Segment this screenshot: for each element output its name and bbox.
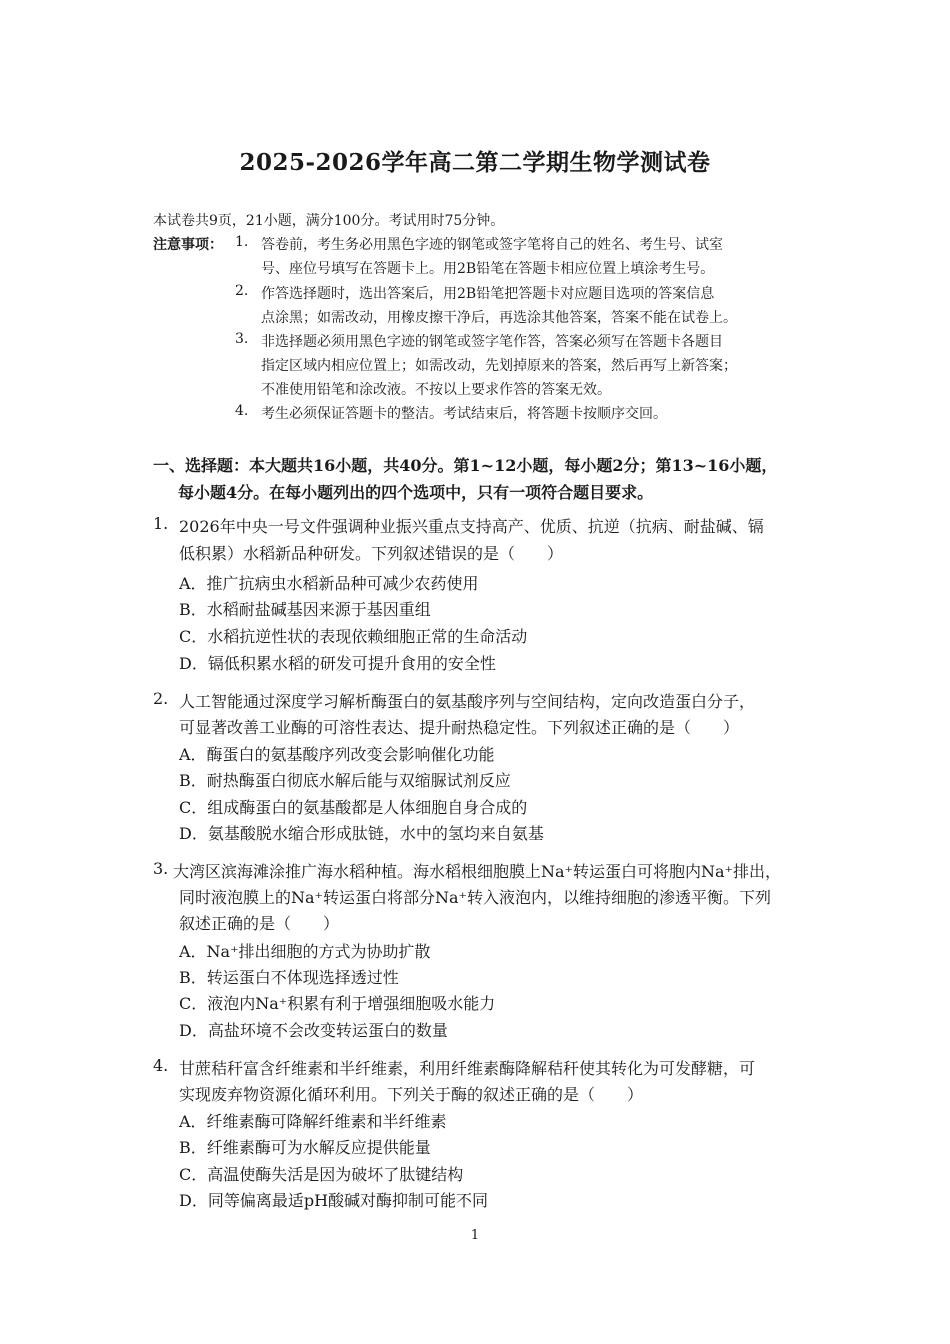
notice-item-num: 3. [235, 331, 249, 347]
page-number: 1 [470, 1228, 480, 1243]
notice-label: 注意事项： [153, 237, 223, 253]
question-stem-line: 人工智能通过深度学习解析酶蛋白的氨基酸序列与空间结构，定向改造蛋白分子， [179, 692, 756, 711]
notice-item-num: 4. [235, 403, 249, 419]
page-title: 2025-2026学年高二第二学期生物学测试卷 [239, 149, 711, 176]
notice-item-line: 不准使用铅笔和涂改液。不按以上要求作答的答案无效。 [261, 382, 611, 398]
answer-option: B．耐热酶蛋白彻底水解后能与双缩脲试剂反应 [179, 771, 511, 790]
answer-option: B．水稻耐盐碱基因来源于基因重组 [179, 600, 431, 619]
question-stem-line: 叙述正确的是（ ） [179, 914, 340, 933]
question-stem-line: 2026年中央一号文件强调种业振兴重点支持高产、优质、抗逆（抗病、耐盐碱、镉 [179, 517, 764, 536]
notice-item-line: 号、座位号填写在答题卡上。用2B铅笔在答题卡相应位置上填涂考生号。 [261, 261, 715, 277]
section-heading-line: 每小题4分。在每小题列出的四个选项中，只有一项符合题目要求。 [178, 483, 654, 502]
question-stem-line: 实现废弃物资源化循环利用。下列关于酶的叙述正确的是（ ） [179, 1085, 644, 1104]
question-number: 4. [153, 1056, 169, 1075]
answer-option: C．高温使酶失活是因为破坏了肽键结构 [179, 1165, 464, 1184]
notice-item-line: 非选择题必须用黑色字迹的钢笔或签字笔作答，答案必须写在答题卡各题目 [261, 334, 723, 350]
answer-option: D．镉低积累水稻的研发可提升食用的安全性 [179, 654, 496, 673]
notice-item-line: 答卷前，考生务必用黑色字迹的钢笔或签字笔将自己的姓名、考生号、试室 [261, 237, 723, 253]
answer-option: B．纤维素酶可为水解反应提供能量 [179, 1138, 431, 1157]
answer-option: A．推广抗病虫水稻新品种可减少农药使用 [179, 574, 479, 593]
question-stem-line: 低积累）水稻新品种研发。下列叙述错误的是（ ） [179, 544, 564, 563]
answer-option: D．同等偏离最适pH酸碱对酶抑制可能不同 [179, 1191, 489, 1210]
answer-option: C．液泡内Na⁺积累有利于增强细胞吸水能力 [179, 994, 496, 1013]
question-number: 3. [153, 859, 169, 878]
answer-option: C．组成酶蛋白的氨基酸都是人体细胞自身合成的 [179, 798, 528, 817]
notice-item-line: 考生必须保证答题卡的整洁。考试结束后，将答题卡按顺序交回。 [261, 406, 667, 422]
notice-item-line: 指定区域内相应位置上；如需改动，先划掉原来的答案，然后再写上新答案； [261, 358, 737, 374]
answer-option: C．水稻抗逆性状的表现依赖细胞正常的生命活动 [179, 627, 528, 646]
answer-option: D．氨基酸脱水缩合形成肽链，水中的氢均来自氨基 [179, 824, 544, 843]
question-stem-line: 同时液泡膜上的Na⁺转运蛋白将部分Na⁺转入液泡内，以维持细胞的渗透平衡。下列 [179, 888, 771, 907]
answer-option: D．高盐环境不会改变转运蛋白的数量 [179, 1021, 448, 1040]
notice-item-num: 1. [235, 234, 249, 250]
notice-item-line: 作答选择题时，选出答案后，用2B铅笔把答题卡对应题目选项的答案信息 [261, 286, 715, 302]
section-heading-line: 一、选择题：本大题共16小题，共40分。第1~12小题，每小题2分；第13~16小题， [153, 456, 778, 475]
notice-item-num: 2. [235, 283, 249, 299]
answer-option: B．转运蛋白不体现选择透过性 [179, 968, 399, 987]
answer-option: A．酶蛋白的氨基酸序列改变会影响催化功能 [179, 745, 495, 764]
question-stem-line: 大湾区滨海滩涂推广海水稻种植。海水稻根细胞膜上Na⁺转运蛋白可将胞内Na⁺排出， [173, 862, 781, 881]
question-number: 1. [153, 514, 169, 533]
question-number: 2. [153, 689, 169, 708]
question-stem-line: 甘蔗秸秆富含纤维素和半纤维素，利用纤维素酶降解秸秆使其转化为可发酵糖，可 [179, 1059, 756, 1078]
answer-option: A．纤维素酶可降解纤维素和半纤维素 [179, 1112, 447, 1131]
exam-intro: 本试卷共9页，21小题，满分100分。考试用时75分钟。 [153, 213, 505, 229]
question-stem-line: 可显著改善工业酶的可溶性表达、提升耐热稳定性。下列叙述正确的是（ ） [179, 718, 740, 737]
notice-item-line: 点涂黑；如需改动，用橡皮擦干净后，再选涂其他答案，答案不能在试卷上。 [261, 310, 737, 326]
answer-option: A．Na⁺排出细胞的方式为协助扩散 [179, 942, 431, 961]
